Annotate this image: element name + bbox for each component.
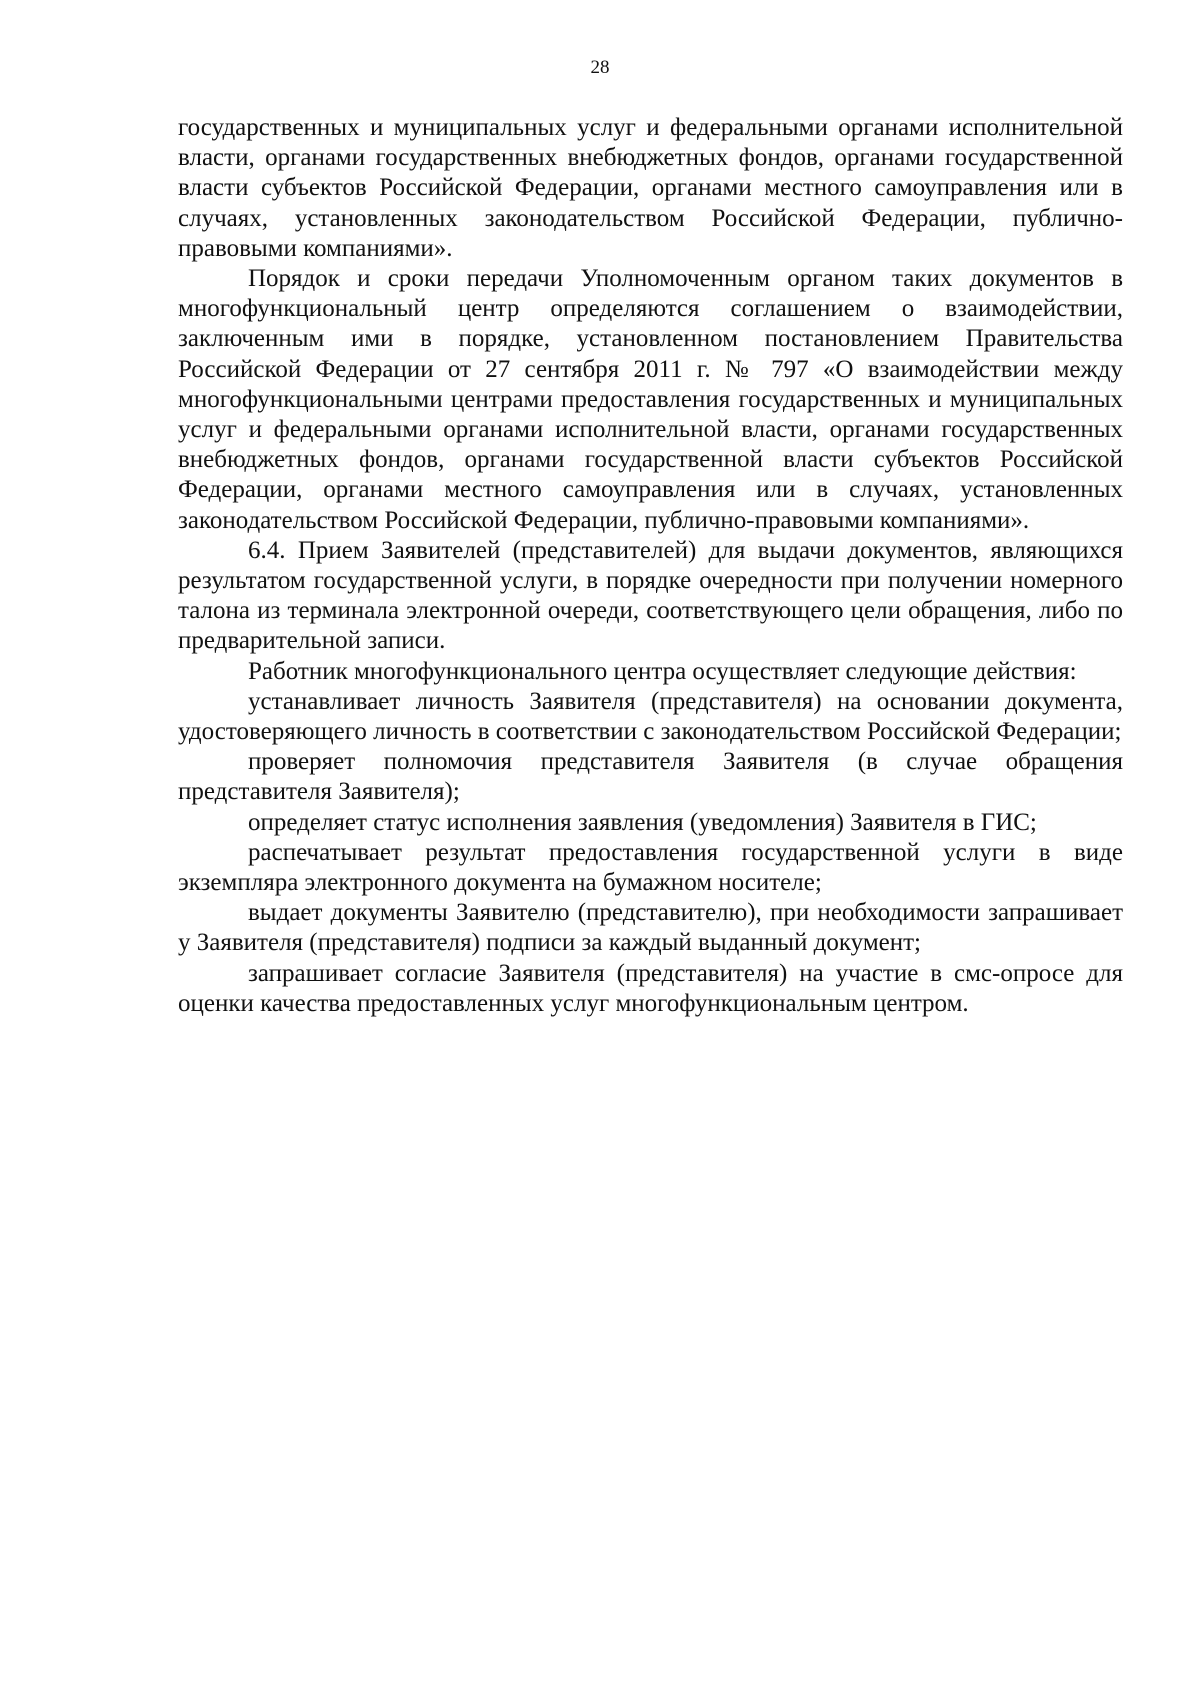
list-item-authority-check: проверяет полномочия представителя Заявителя (в случае обращения представителя Заявителя); [178,748,1123,806]
paragraph-continuation: государственных и муниципальных услуг и федеральными органами исполнительной власти, органами государственных внебюджетных фондов, органами государственной власти субъектов Российской Федерации, органами местного самоуправления или в случаях, установленных законодательством Российской Федерации, публично-правовыми компаниями». [178,114,1123,262]
document-body [178,113,1123,1019]
paragraph-transfer-procedure: Порядок и сроки передачи Уполномоченным органом таких документов в многофункциональный центр определяются соглашением о взаимодействии, заключенным ими в порядке, установленном постановлением Правительства Российской Федерации от 27 сентября 2011 г. № 797 «О взаимодействии между многофункциональными центрами предоставления государственных и муниципальных услуг и федеральными органами исполнительной власти, органами государственных внебюджетных фондов, органами государственной власти субъектов Российской Федерации, органами местного самоуправления или в случаях, установленных законодательством Российской Федерации, публично-правовыми компаниями». [178,265,1123,534]
paragraph-worker-actions: Работник многофункционального центра осуществляет следующие действия: [248,657,1077,685]
paragraph-section-6-4: 6.4. Прием Заявителей (представителей) для выдачи документов, являющихся результатом государственной услуги, в порядке очередности при получении номерного талона из терминала электронной очереди, соответствующего цели обращения, либо по предварительной записи. [178,536,1123,655]
list-item-identity-check: устанавливает личность Заявителя (представителя) на основании документа, удостоверяющего личность в соответствии с законодательством Российской Федерации; [178,687,1123,746]
list-item-status-check: определяет статус исполнения заявления (уведомления) Заявителя в ГИС; [248,808,1037,836]
list-item-print-result: распечатывает результат предоставления государственной услуги в виде экземпляра электронного документа на бумажном носителе; [178,838,1123,897]
page-number: 28 [590,57,610,78]
list-item-sms-survey: запрашивает согласие Заявителя (представителя) на участие в смс-опросе для оценки качества предоставленных услуг многофункциональным центром. [178,959,1123,1017]
list-item-issue-documents: выдает документы Заявителю (представителю), при необходимости запрашивает у Заявителя (представителя) подписи за каждый выданный документ; [178,899,1123,957]
